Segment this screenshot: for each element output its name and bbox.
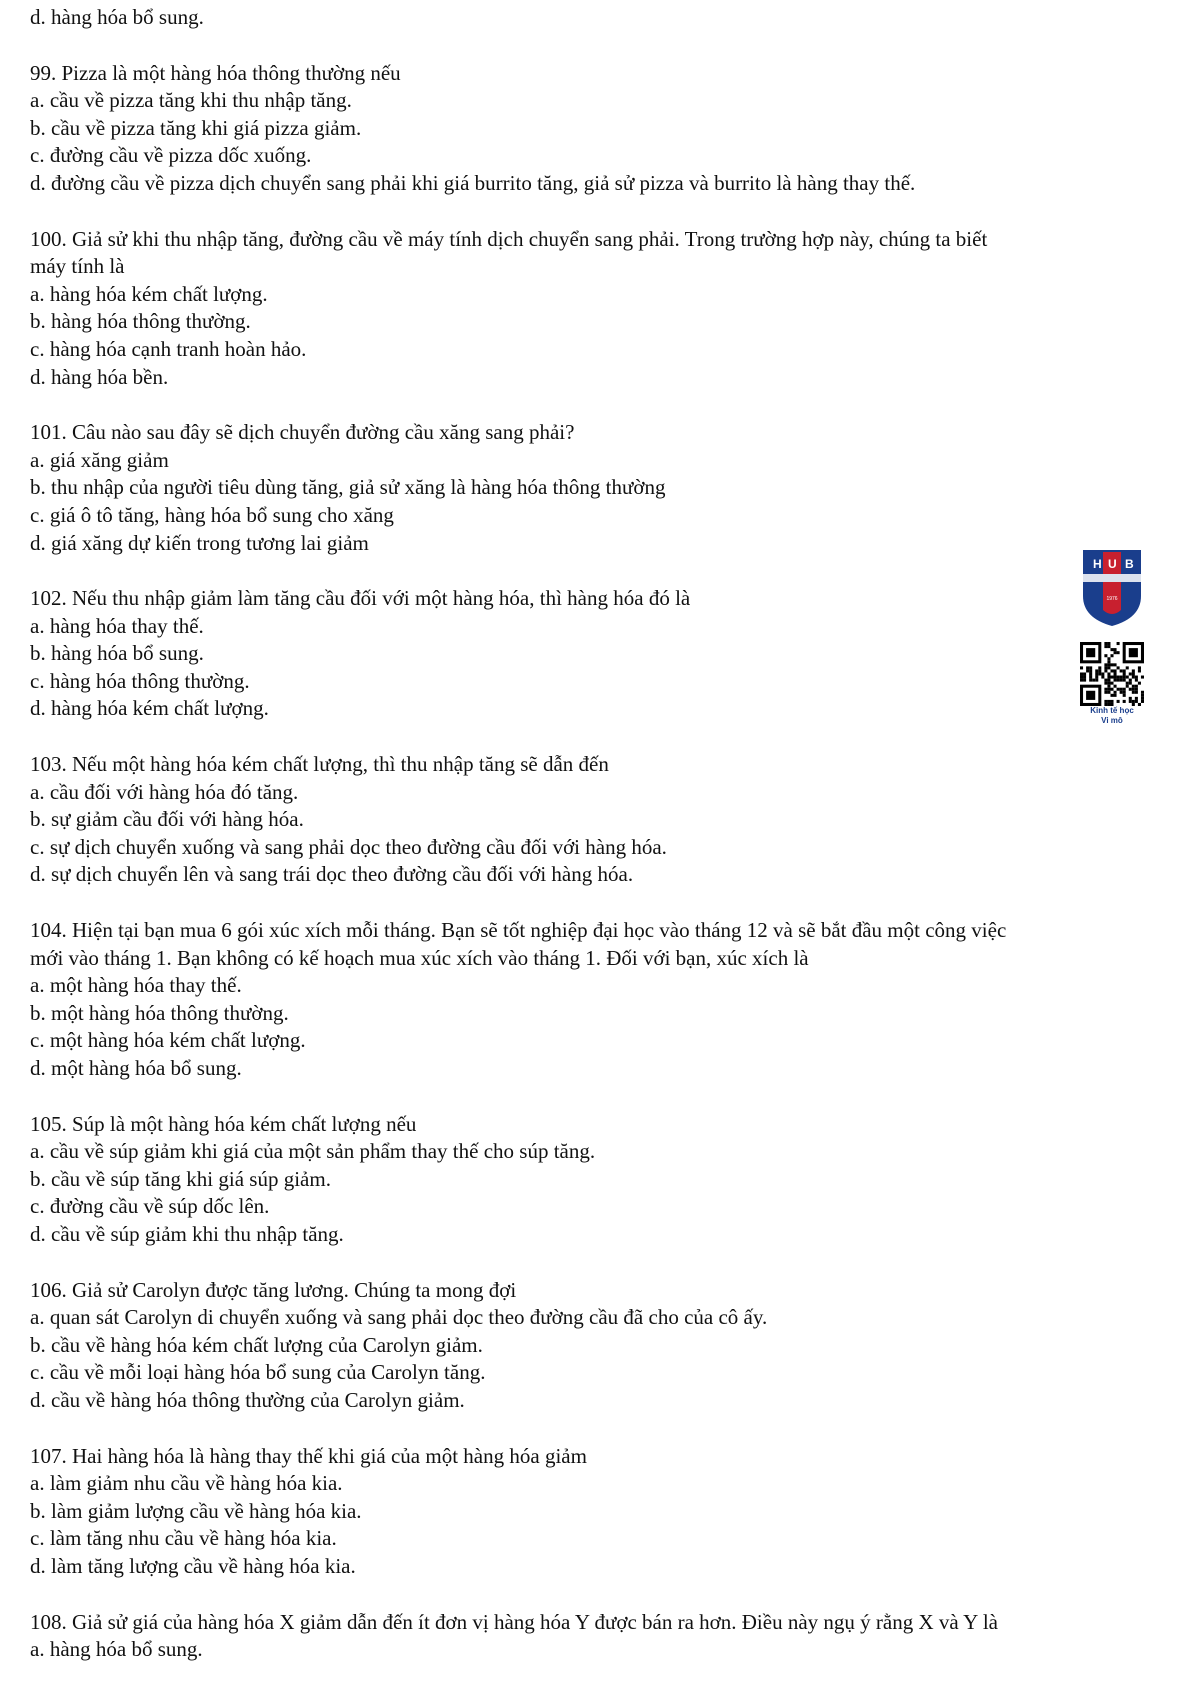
answer-option: b. sự giảm cầu đối với hàng hóa.: [30, 807, 304, 832]
answer-option: d. đường cầu về pizza dịch chuyển sang phải khi giá burrito tăng, giả sử pizza và burrito là hàng thay thế.: [30, 170, 916, 195]
question-stem: 107. Hai hàng hóa là hàng thay thế khi giá của một hàng hóa giảm: [30, 1443, 587, 1468]
answer-option: a. hàng hóa kém chất lượng.: [30, 281, 268, 306]
question-stem: 101. Câu nào sau đây sẽ dịch chuyển đường cầu xăng sang phải?: [30, 420, 575, 445]
logo-year: 1976: [1106, 596, 1118, 602]
answer-option: c. một hàng hóa kém chất lượng.: [30, 1028, 306, 1053]
question-block: [30, 226, 1170, 392]
answer-option: a. cầu về súp giảm khi giá của một sản phẩm thay thế cho súp tăng.: [30, 1139, 596, 1164]
answer-option: b. hàng hóa thông thường.: [30, 309, 251, 334]
answer-option: c. cầu về mỗi loại hàng hóa bổ sung của Carolyn tăng.: [30, 1360, 486, 1385]
answer-option: d. giá xăng dự kiến trong tương lai giảm: [30, 530, 369, 555]
answer-option: c. giá ô tô tăng, hàng hóa bổ sung cho xăng: [30, 502, 394, 527]
answer-option: a. hàng hóa thay thế.: [30, 613, 204, 638]
question-block: [30, 419, 1170, 557]
logo-letter-u: U: [1108, 557, 1117, 571]
question-block: [30, 1277, 1170, 1415]
question-stem: 100. Giả sử khi thu nhập tăng, đường cầu về máy tính dịch chuyển sang phải. Trong trường hợp này, chúng ta biết: [30, 226, 988, 251]
lead-line: d. hàng hóa bổ sung.: [30, 5, 204, 29]
answer-option: b. cầu về pizza tăng khi giá pizza giảm.: [30, 115, 362, 140]
question-stem: 99. Pizza là một hàng hóa thông thường nếu: [30, 60, 401, 85]
answer-option: c. đường cầu về pizza dốc xuống.: [30, 143, 312, 168]
logo-letter-b: B: [1125, 557, 1134, 571]
answer-option: d. làm tăng lượng cầu về hàng hóa kia.: [30, 1553, 356, 1578]
answer-option: c. hàng hóa cạnh tranh hoàn hảo.: [30, 336, 307, 361]
document-page: [30, 4, 1170, 1692]
answer-option: b. một hàng hóa thông thường.: [30, 1000, 289, 1025]
question-block: [30, 585, 1170, 723]
answer-option: b. làm giảm lượng cầu về hàng hóa kia.: [30, 1498, 362, 1523]
answer-option: a. một hàng hóa thay thế.: [30, 973, 242, 998]
answer-option: a. giá xăng giảm: [30, 447, 169, 472]
hub-shield-icon: [1081, 548, 1143, 628]
answer-option: d. cầu về súp giảm khi thu nhập tăng.: [30, 1221, 344, 1246]
logo-caption-line1: Kinh tế học: [1090, 706, 1134, 715]
question-stem: 102. Nếu thu nhập giảm làm tăng cầu đối với một hàng hóa, thì hàng hóa đó là: [30, 586, 691, 611]
answer-option: c. hàng hóa thông thường.: [30, 668, 250, 693]
question-stem: 105. Súp là một hàng hóa kém chất lượng nếu: [30, 1111, 417, 1136]
answer-option: b. hàng hóa bổ sung.: [30, 641, 204, 666]
answer-option: d. sự dịch chuyển lên và sang trái dọc theo đường cầu đối với hàng hóa.: [30, 862, 634, 887]
question-block: [30, 1609, 1170, 1664]
answer-option: d. hàng hóa bền.: [30, 364, 169, 389]
logo-letter-h: H: [1093, 557, 1102, 571]
answer-option: c. đường cầu về súp dốc lên.: [30, 1194, 270, 1219]
question-stem: mới vào tháng 1. Bạn không có kế hoạch mua xúc xích vào tháng 1. Đối với bạn, xúc xích là: [30, 945, 809, 970]
answer-option: a. quan sát Carolyn di chuyển xuống và sang phải dọc theo đường cầu đã cho của cô ấy.: [30, 1305, 768, 1330]
answer-option: b. cầu về súp tăng khi giá súp giảm.: [30, 1166, 331, 1191]
question-stem: 103. Nếu một hàng hóa kém chất lượng, thì thu nhập tăng sẽ dẫn đến: [30, 752, 609, 777]
answer-option: a. làm giảm nhu cầu về hàng hóa kia.: [30, 1471, 343, 1496]
question-stem: 108. Giả sử giá của hàng hóa X giảm dẫn đến ít đơn vị hàng hóa Y được bán ra hơn. Điều này ngụ ý rằng X và Y là: [30, 1609, 998, 1634]
question-block: [30, 1111, 1170, 1249]
question-stem: 104. Hiện tại bạn mua 6 gói xúc xích mỗi tháng. Bạn sẽ tốt nghiệp đại học vào tháng 12 và sẽ bắt đầu một công việc: [30, 918, 1007, 943]
qr-code-icon: [1080, 642, 1144, 706]
answer-option: a. cầu đối với hàng hóa đó tăng.: [30, 779, 299, 804]
logo-caption-line2: Vi mô: [1101, 716, 1123, 725]
answer-option: d. một hàng hóa bổ sung.: [30, 1056, 242, 1080]
answer-option: a. hàng hóa bổ sung.: [30, 1637, 203, 1662]
question-block: [30, 751, 1170, 889]
logo-block: [1072, 548, 1152, 726]
question-stem: 106. Giả sử Carolyn được tăng lương. Chúng ta mong đợi: [30, 1277, 517, 1302]
question-list: [30, 60, 1170, 1664]
question-block: [30, 917, 1170, 1083]
question-stem: máy tính là: [30, 254, 125, 279]
answer-option: a. cầu về pizza tăng khi thu nhập tăng.: [30, 88, 352, 113]
answer-option: d. hàng hóa kém chất lượng.: [30, 696, 269, 721]
answer-option: b. thu nhập của người tiêu dùng tăng, giả sử xăng là hàng hóa thông thường: [30, 475, 666, 500]
answer-option: c. làm tăng nhu cầu về hàng hóa kia.: [30, 1526, 337, 1551]
question-block: [30, 1443, 1170, 1581]
answer-option: b. cầu về hàng hóa kém chất lượng của Carolyn giảm.: [30, 1332, 483, 1357]
answer-option: d. cầu về hàng hóa thông thường của Carolyn giảm.: [30, 1387, 465, 1412]
answer-option: c. sự dịch chuyển xuống và sang phải dọc theo đường cầu đối với hàng hóa.: [30, 834, 667, 859]
question-block: [30, 60, 1170, 198]
